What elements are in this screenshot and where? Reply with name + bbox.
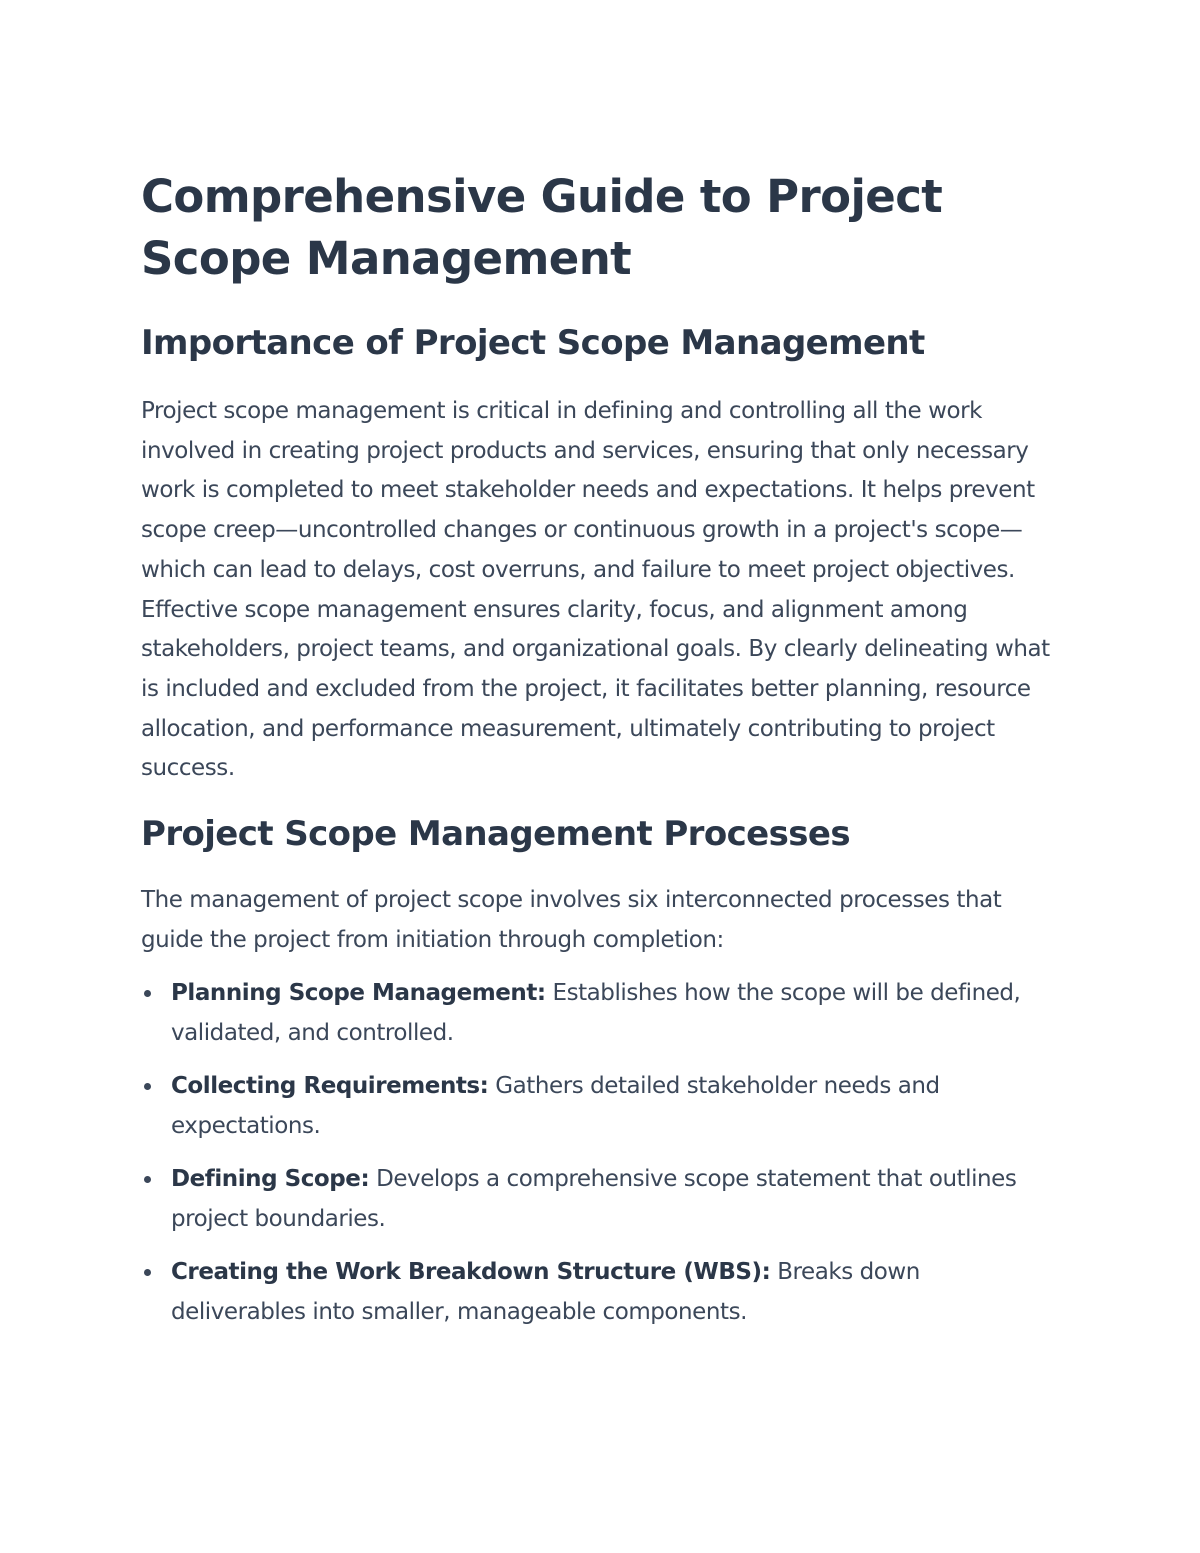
section-heading-importance: Importance of Project Scope Management — [141, 323, 925, 363]
process-description: Establishes how the scope will be defined, validated, and controlled. — [171, 980, 1021, 1047]
process-description: Gathers detailed stakeholder needs and expectations. — [171, 1073, 940, 1140]
bullet-icon — [144, 1176, 151, 1183]
process-description: Breaks down deliverables into smaller, manageable components. — [171, 1259, 920, 1326]
list-item — [141, 1159, 1061, 1239]
page-title: Comprehensive Guide to Project Scope Management — [141, 170, 943, 285]
bullet-icon — [144, 1269, 151, 1276]
process-term: Creating the Work Breakdown Structure (WBS): — [171, 1259, 771, 1286]
bullet-icon — [144, 990, 151, 997]
list-item — [141, 1066, 1061, 1146]
section-heading-processes: Project Scope Management Processes — [141, 814, 850, 855]
document-page — [141, 166, 1061, 1345]
process-list — [141, 973, 1061, 1332]
process-description: Develops a comprehensive scope statement that outlines project boundaries. — [171, 1166, 1017, 1233]
importance-paragraph: Project scope management is critical in defining and controlling all the work involved in creating project products and services, ensuring that only necessary work is completed to meet stakeholder needs and expectations. It helps prevent scope creep—uncontrolled changes or continuous growth in a project's scope—which can lead to delays, cost overruns, and failure to meet project objectives. Effective scope management ensures clarity, focus, and alignment among stakeholders, project teams, and organizational goals. By clearly delineating what is included and excluded from the project, it facilitates better planning, resource allocation, and performance measurement, ultimately contributing to project success. — [141, 398, 1050, 782]
process-term: Collecting Requirements: — [171, 1073, 489, 1100]
bullet-icon — [144, 1083, 151, 1090]
list-item — [141, 1252, 1061, 1332]
processes-intro-paragraph: The management of project scope involves six interconnected processes that guide the project from initiation through completion: — [141, 887, 1002, 953]
process-term: Defining Scope: — [171, 1166, 370, 1193]
list-item — [141, 973, 1061, 1053]
process-term: Planning Scope Management: — [171, 980, 546, 1007]
